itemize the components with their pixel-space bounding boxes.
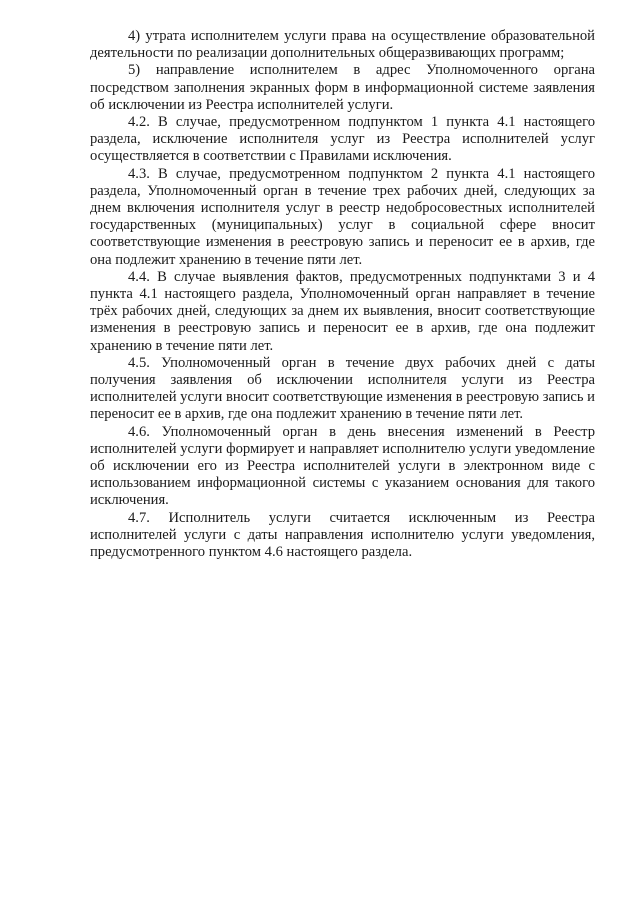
- paragraph-4-5: 4.5. Уполномоченный орган в течение двух рабочих дней с даты получения заявления об исключении исполнителя услуги из Реестра исполнителей услуги вносит соответствующие изменения в реестровую запись и переносит ее в архив, где она подлежит хранению в течение пяти лет.: [90, 354, 595, 423]
- paragraph-4-6: 4.6. Уполномоченный орган в день внесения изменений в Реестр исполнителей услуги формирует и направляет исполнителю услуги уведомление об исключении его из Реестра исполнителей услуги в электронном виде с использованием информационной системы с указанием основания для такого исключения.: [90, 423, 595, 509]
- paragraph-4-2: 4.2. В случае, предусмотренном подпунктом 1 пункта 4.1 настоящего раздела, исключение исполнителя услуг из Реестра исполнителей услуг осуществляется в соответствии с Правилами исключения.: [90, 114, 595, 165]
- paragraph-4-3: 4.3. В случае, предусмотренном подпунктом 2 пункта 4.1 настоящего раздела, Уполномоченный орган в течение трех рабочих дней, следующих за днем включения исполнителя услуг в реестр недобросовестных исполнителей государственных (муниципальных) услуг в социальной сфере вносит соответствующие изменения в реестровую запись и переносит ее в архив, где она подлежит хранению в течение пяти лет.: [90, 165, 595, 268]
- document-body: [90, 28, 595, 561]
- paragraph-item-4: 4) утрата исполнителем услуги права на осуществление образовательной деятельности по реализации дополнительных общеразвивающих программ;: [90, 28, 595, 62]
- paragraph-item-5: 5) направление исполнителем в адрес Уполномоченного органа посредством заполнения экранных форм в информационной системе заявления об исключении из Реестра исполнителей услуги.: [90, 62, 595, 113]
- paragraph-4-7: 4.7. Исполнитель услуги считается исключенным из Реестра исполнителей услуги с даты направления исполнителю услуги уведомления, предусмотренного пунктом 4.6 настоящего раздела.: [90, 509, 595, 561]
- paragraph-4-4: 4.4. В случае выявления фактов, предусмотренных подпунктами 3 и 4 пункта 4.1 настоящего раздела, Уполномоченный орган направляет в течение трёх рабочих дней, следующих за днем их выявления, вносит соответствующие изменения в реестровую запись и переносит ее в архив, где она подлежит хранению в течение пяти лет.: [90, 268, 595, 354]
